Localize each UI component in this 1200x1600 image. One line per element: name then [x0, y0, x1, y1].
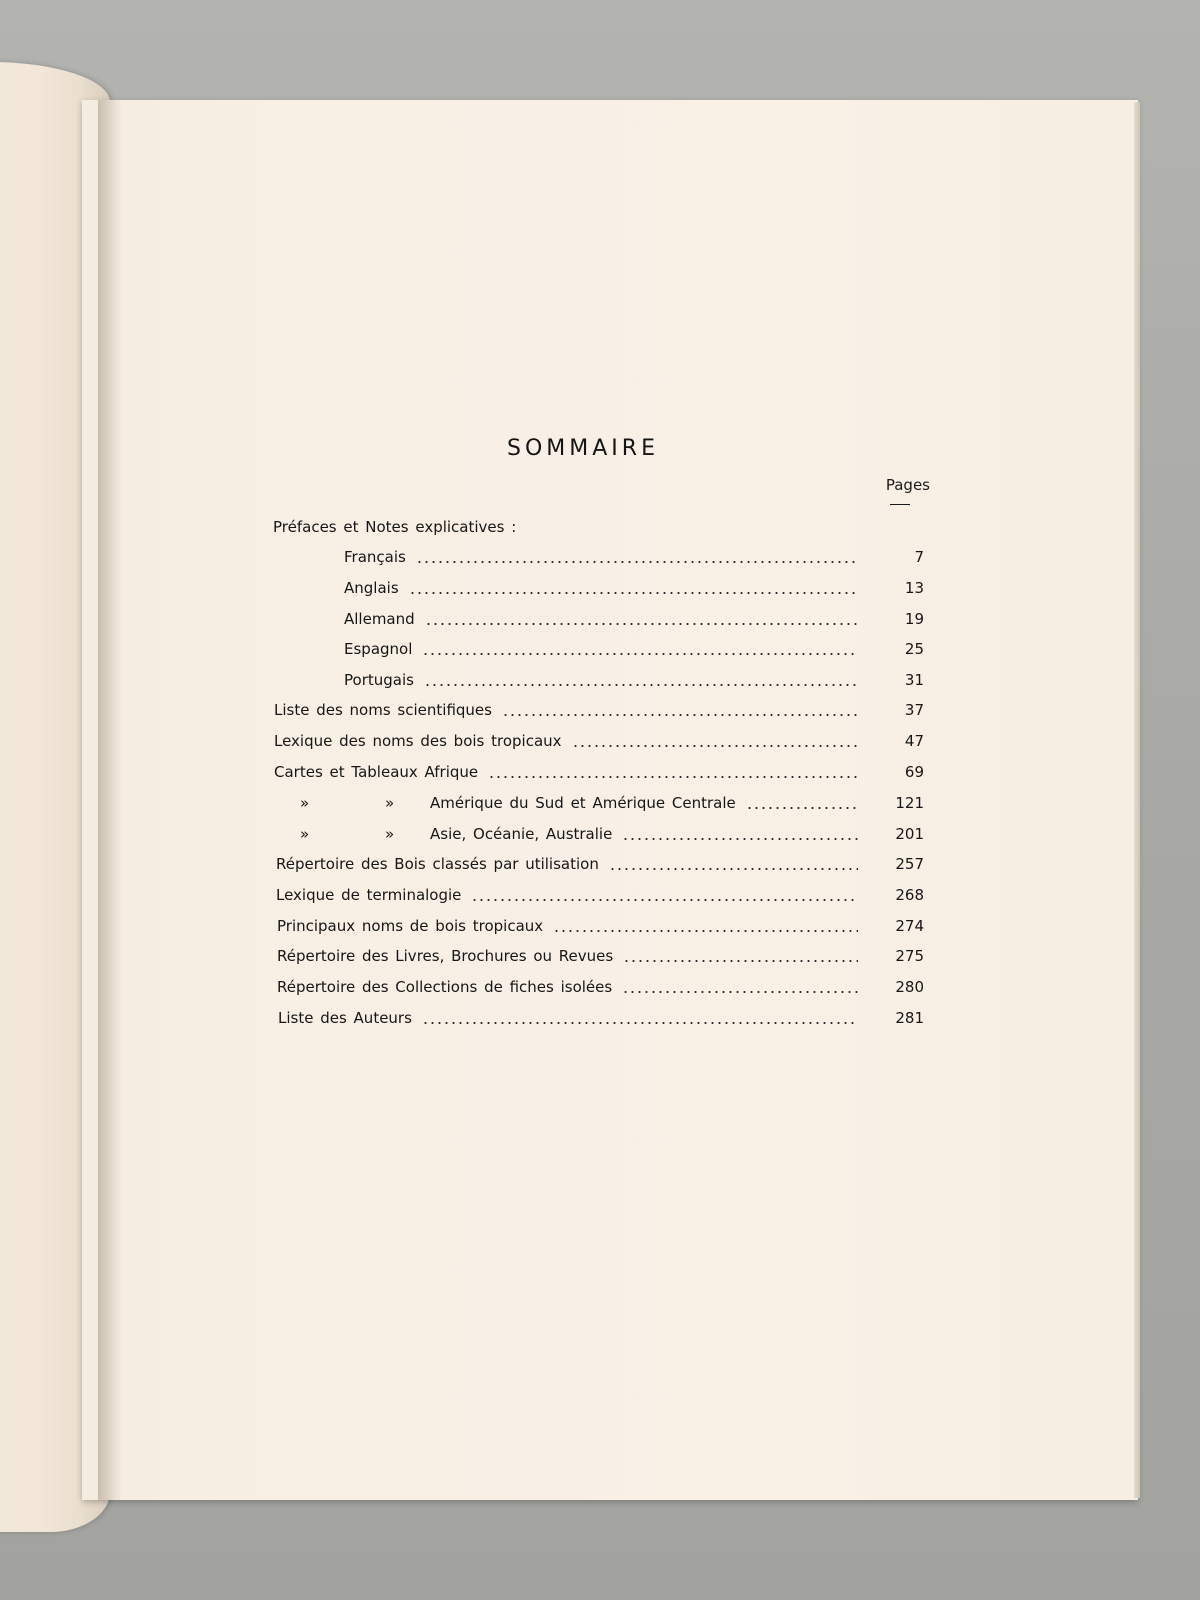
- toc-entry-label: Liste des Auteurs: [278, 1009, 412, 1027]
- dot-leader: [746, 805, 858, 811]
- dot-leader: [409, 590, 858, 596]
- toc-entry-page: 25: [904, 640, 924, 658]
- toc-entry: [276, 855, 868, 877]
- dot-leader: [488, 774, 858, 780]
- toc-entry: [277, 947, 868, 969]
- ditto-mark: »: [385, 794, 395, 812]
- toc-entry: [344, 640, 868, 662]
- toc-entry: [344, 579, 868, 601]
- toc-entry-page: 19: [904, 610, 924, 628]
- toc-entry-label: Préfaces et Notes explicatives :: [273, 518, 517, 536]
- toc-entry: [274, 732, 868, 754]
- toc-entry-label: Principaux noms de bois tropicaux: [277, 917, 544, 935]
- toc-entry-label: Répertoire des Livres, Brochures ou Revues: [277, 947, 614, 965]
- toc-entry-page: 201: [895, 825, 924, 843]
- toc-entry: [300, 794, 868, 816]
- dot-leader: [425, 621, 858, 627]
- pages-column-header: Pages: [885, 476, 930, 494]
- toc-entry-label: Asie, Océanie, Australie: [430, 825, 613, 843]
- toc-entry-label: Anglais: [344, 579, 399, 597]
- toc-entry-label: Espagnol: [344, 640, 413, 658]
- dot-leader: [622, 836, 858, 842]
- toc-entry: [344, 671, 868, 693]
- page-title: SOMMAIRE: [507, 436, 659, 461]
- toc-entry-label: Français: [344, 548, 406, 566]
- toc-entry-page: 37: [904, 701, 924, 719]
- toc-entry-page: 13: [904, 579, 924, 597]
- toc-entry-label: Liste des noms scientifiques: [274, 701, 492, 719]
- toc-entry-label: Portugais: [344, 671, 414, 689]
- toc-entry-label: Amérique du Sud et Amérique Centrale: [430, 794, 736, 812]
- toc-entry-page: 47: [904, 732, 924, 750]
- toc-entry-page: 274: [895, 917, 924, 935]
- toc-entry: [276, 886, 868, 908]
- toc-entry: [277, 978, 868, 1000]
- toc-entry: [274, 763, 868, 785]
- toc-entry-page: 31: [904, 671, 924, 689]
- dot-leader: [609, 866, 858, 872]
- toc-entry-page: 69: [904, 763, 924, 781]
- toc-entry: [274, 701, 868, 723]
- toc-entry: [277, 917, 868, 939]
- toc-entry-label: Cartes et Tableaux Afrique: [274, 763, 479, 781]
- toc-entry-label: Allemand: [344, 610, 415, 628]
- ditto-mark: »: [300, 825, 310, 843]
- toc-entry: [278, 1009, 868, 1031]
- toc-entry: [344, 610, 868, 632]
- dot-leader: [422, 651, 858, 657]
- toc-entry-page: 121: [895, 794, 924, 812]
- dot-leader: [502, 712, 858, 718]
- toc-entry-label: Lexique de terminalogie: [276, 886, 462, 904]
- toc-entry-page: 275: [895, 947, 924, 965]
- toc-entry-page: 281: [895, 1009, 924, 1027]
- dot-leader: [572, 743, 858, 749]
- toc-entry-label: Répertoire des Collections de fiches isolées: [277, 978, 613, 996]
- dot-leader: [424, 682, 858, 688]
- toc-entry-page: 280: [895, 978, 924, 996]
- toc-section-heading: [273, 518, 873, 540]
- ditto-mark: »: [300, 794, 310, 812]
- toc-entry-page: 257: [895, 855, 924, 873]
- dot-leader: [553, 928, 858, 934]
- dot-leader: [416, 559, 858, 565]
- dot-leader: [623, 958, 858, 964]
- dot-leader: [471, 897, 858, 903]
- dot-leader: [622, 989, 858, 995]
- toc-entry-label: Répertoire des Bois classés par utilisation: [276, 855, 599, 873]
- toc-entry: [344, 548, 868, 570]
- ditto-mark: »: [385, 825, 395, 843]
- toc-entry-label: Lexique des noms des bois tropicaux: [274, 732, 562, 750]
- dot-leader: [422, 1020, 858, 1026]
- toc-entry-page: 7: [914, 548, 924, 566]
- toc-entry-page: 268: [895, 886, 924, 904]
- toc-entry: [300, 825, 868, 847]
